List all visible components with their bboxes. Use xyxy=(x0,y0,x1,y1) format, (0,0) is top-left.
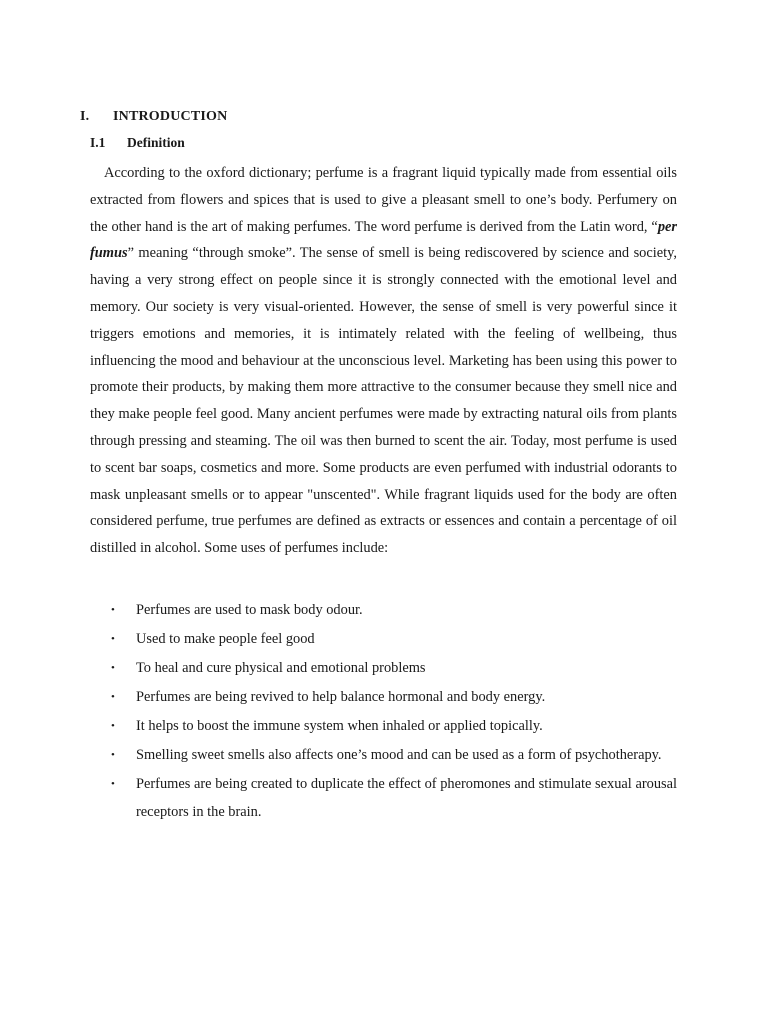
list-item-text: To heal and cure physical and emotional problems xyxy=(136,660,426,676)
list-item xyxy=(111,684,677,712)
list-item-text: It helps to boost the immune system when inhaled or applied topically. xyxy=(136,718,543,734)
bullet-icon: • xyxy=(111,662,115,674)
list-item-text: Smelling sweet smells also affects one’s mood and can be used as a form of psychotherapy. xyxy=(136,747,662,763)
list-item xyxy=(111,626,677,654)
definition-paragraph xyxy=(90,160,677,562)
subsection-number: I.1 xyxy=(90,135,106,150)
list-item-text: Perfumes are being revived to help balance hormonal and body energy. xyxy=(136,689,546,705)
bullet-icon: • xyxy=(111,778,115,790)
bullet-icon: • xyxy=(111,691,115,703)
list-item xyxy=(111,713,677,741)
paragraph-part-1: According to the oxford dictionary; perfume is a fragrant liquid typically made from essential oils extracted from flowers and spices that is used to give a pleasant smell to one’s body. Perfumery on the other hand is the art of making perfumes. The word perfume is derived from the Latin word, “ xyxy=(90,165,677,235)
bullet-icon: • xyxy=(111,604,115,616)
list-item xyxy=(111,597,677,625)
list-item xyxy=(111,742,677,770)
list-item-text: Perfumes are used to mask body odour. xyxy=(136,602,363,618)
list-item xyxy=(111,771,677,826)
latin-term: per fumus xyxy=(90,218,677,262)
subsection-heading xyxy=(90,135,185,151)
subsection-title: Definition xyxy=(127,135,185,150)
section-heading xyxy=(80,109,227,125)
list-item-text: Perfumes are being created to duplicate the effect of pheromones and stimulate sexual arousal receptors in the brain. xyxy=(136,776,677,820)
section-number: I. xyxy=(80,109,90,124)
list-item xyxy=(111,655,677,683)
bullet-icon: • xyxy=(111,633,115,645)
bullet-icon: • xyxy=(111,720,115,732)
paragraph-part-2: ” meaning “through smoke”. The sense of smell is being rediscovered by science and society, having a very strong effect on people since it is strongly connected with the emotional level and memory. Our society is very visual-oriented. However, the sense of smell is very powerful since it triggers emotions and memories, it is intimately related with the feeling of wellbeing, thus influencing the mood and behaviour at the unconscious level. Marketing has been using this power to promote their products, by making them more attractive to the consumer because they smell nice and they make people feel good. Many ancient perfumes were made by extracting natural oils from plants through pressing and steaming. The oil was then burned to scent the air. Today, most perfume is used to scent bar soaps, cosmetics and more. Some products are even perfumed with industrial odorants to mask unpleasant smells or to appear "unscented". While fragrant liquids used for the body are often considered perfume, true perfumes are defined as extracts or essences and contain a percentage of oil distilled in alcohol. Some uses of perfumes include: xyxy=(90,245,677,557)
list-item-text: Used to make people feel good xyxy=(136,631,315,647)
bullet-icon: • xyxy=(111,749,115,761)
section-title: INTRODUCTION xyxy=(113,109,228,124)
uses-bullet-list xyxy=(111,597,677,828)
